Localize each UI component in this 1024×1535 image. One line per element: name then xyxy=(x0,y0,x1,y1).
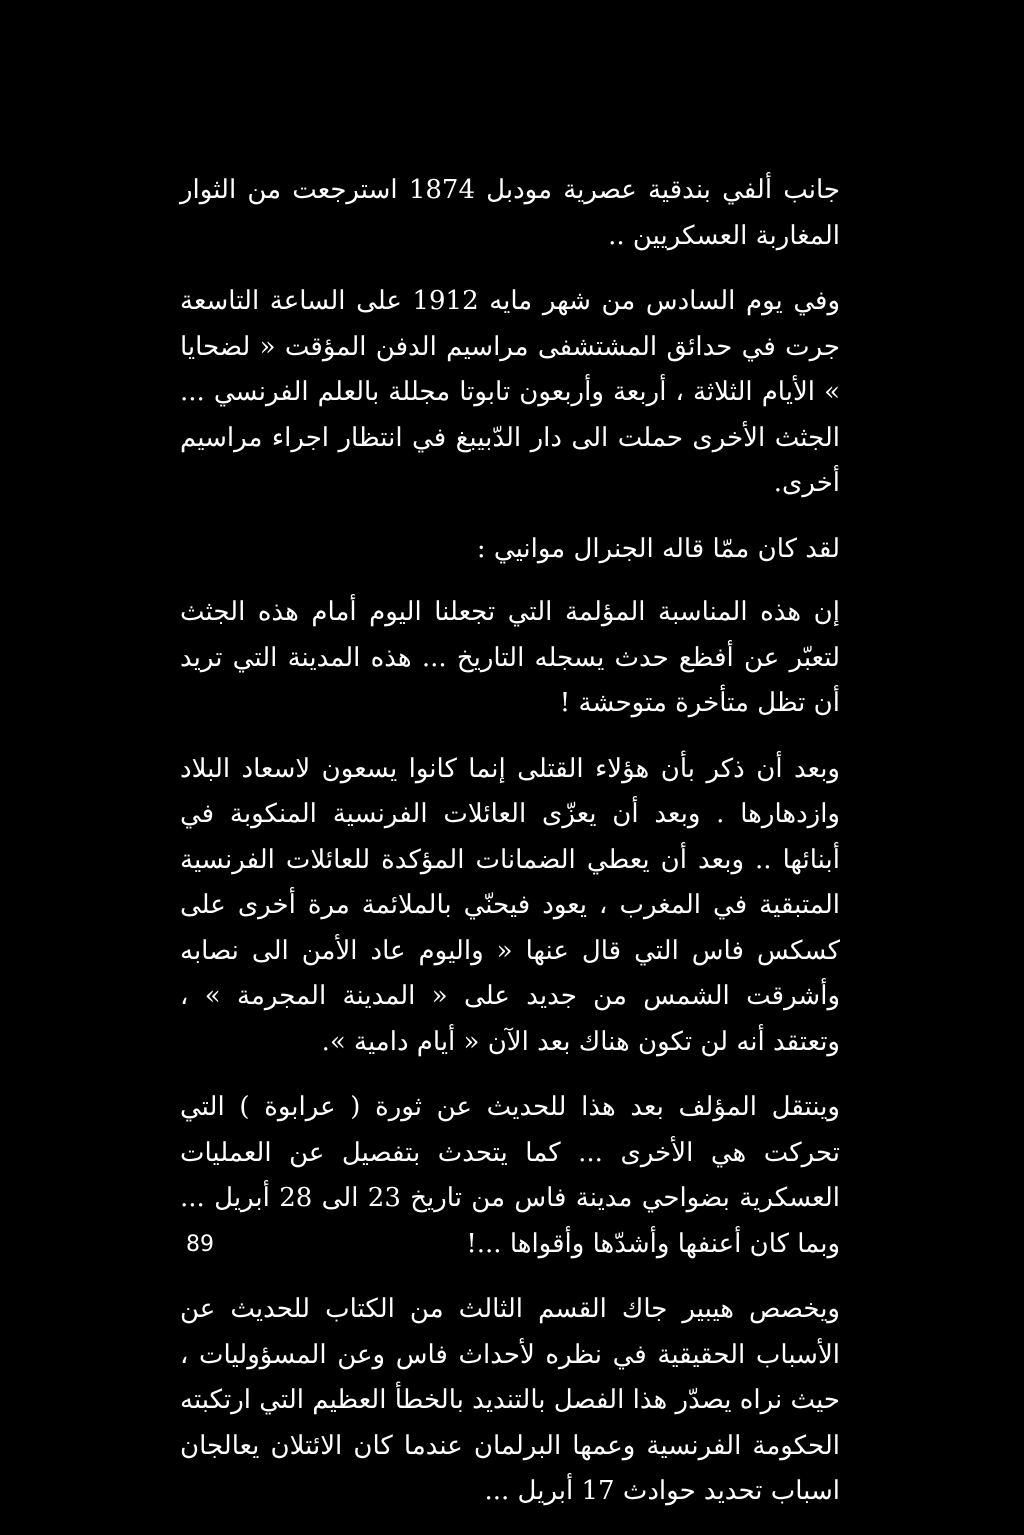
paragraph-3: لقد كان ممّا قاله الجنرال موانيي : xyxy=(476,533,840,564)
paragraph-7: ويخصص هيبير جاك القسم الثالث من الكتاب للحديث عن الأسباب الحقيقية في نظره لأحداث فاس وعن المسؤوليات ، حيث نراه يصدّر هذا الفصل بالتنديد بالخطأ العظيم التي ارتكبته الحكومة الفرنسية وعمها البرلمان عندما كان الائتلان يعالجان اسباب تحديد حوادث 17 أبريل ... xyxy=(180,1294,840,1506)
paragraph-1: جانب ألفي بندقية عصرية مودبل 1874 استرجعت من الثوار المغاربة العسكريين .. xyxy=(180,175,840,251)
body-text xyxy=(180,168,840,1535)
paragraph-2: وفي يوم السادس من شهر مايه 1912 على الساعة التاسعة جرت في حدائق المشتشفى مراسيم الدفن المؤقت « لضحايا » الأيام الثلاثة ، أربعة وأربعون تابوتا مجللة بالعلم الفرنسي ... الجثث الأخرى حملت الى دار الدّبيبغ في انتظار اجراء مراسيم أخرى. xyxy=(180,286,840,498)
page-number: 89 xyxy=(186,1232,214,1257)
paragraph-6: وينتقل المؤلف بعد هذا للحديث عن ثورة ( عرابوة ) التي تحركت هي الأخرى ... كما يتحدث بتفصيل عن العمليات العسكرية بضواحي مدينة فاس من تاريخ 23 الى 28 أبريل ... وبما كان أعنفها وأشدّها وأقواها ...! xyxy=(180,1092,840,1259)
paragraph-5: وبعد أن ذكر بأن هؤلاء القتلى إنما كانوا يسعون لاسعاد البلاد وازدهارها . وبعد أن يعزّى العائلات الفرنسية المنكوبة في أبنائها .. وبعد أن يعطي الضمانات المؤكدة للعائلات الفرنسية المتبقية في المغرب ، يعود فيحنّي بالملائمة مرة أخرى على كسكس فاس التي قال عنها « واليوم عاد الأمن الى نصابه وأشرقت الشمس من جديد على « المدينة المجرمة » ، وتعتقد أنه لن تكون هناك بعد الآن « أيام دامية ». xyxy=(180,753,840,1057)
paragraph-4: إن هذه المناسبة المؤلمة التي تجعلنا اليوم أمام هذه الجثث لتعبّر عن أفظع حدث يسجله التاريخ ... هذه المدينة التي تريد أن تظل متأخرة متوحشة ! xyxy=(180,597,840,718)
